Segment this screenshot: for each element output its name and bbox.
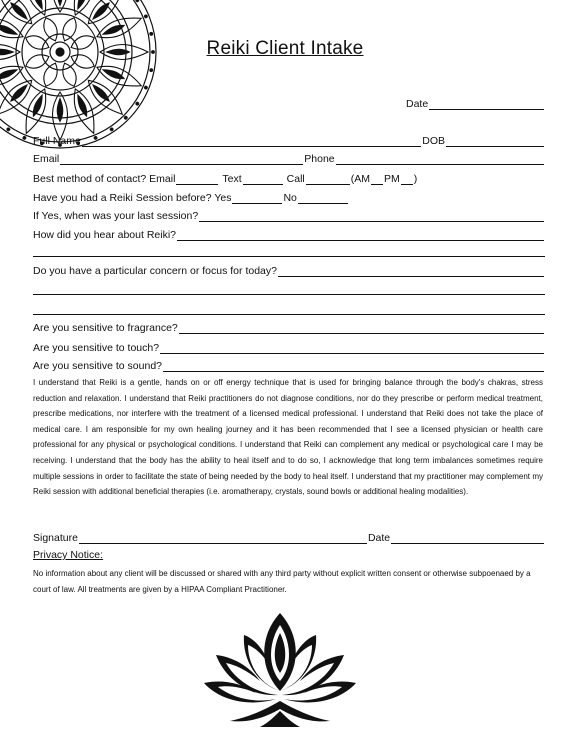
am-field[interactable] xyxy=(371,173,383,185)
contact-email-field[interactable] xyxy=(176,173,218,185)
fragrance-row xyxy=(33,320,545,334)
text-field[interactable] xyxy=(243,173,283,185)
dob-label: DOB xyxy=(422,135,445,147)
last-session-field[interactable] xyxy=(199,210,544,222)
text-label: Text xyxy=(222,173,242,185)
email-label: Email xyxy=(33,153,60,165)
sound-label: Are you sensitive to sound? xyxy=(33,360,162,372)
dob-field[interactable] xyxy=(446,135,544,147)
sound-field[interactable] xyxy=(163,360,544,372)
signature-date-field[interactable] xyxy=(391,532,544,544)
pm-label: PM xyxy=(384,173,400,185)
phone-label: Phone xyxy=(304,153,335,165)
concern-line-2[interactable] xyxy=(33,294,545,295)
concern-row xyxy=(33,263,545,277)
lotus-icon xyxy=(200,605,360,730)
last-session-label: If Yes, when was your last session? xyxy=(33,210,199,222)
phone-field[interactable] xyxy=(336,153,544,165)
yes-field[interactable] xyxy=(232,192,282,204)
contact-label: Best method of contact? Email xyxy=(33,173,176,185)
heard-row xyxy=(33,227,545,241)
fragrance-field[interactable] xyxy=(179,322,544,334)
heard-field[interactable] xyxy=(177,229,544,241)
touch-field[interactable] xyxy=(160,342,544,354)
full-name-label: Full Name xyxy=(33,135,81,147)
signature-label: Signature xyxy=(33,532,78,544)
no-field[interactable] xyxy=(298,192,348,204)
prior-session-row xyxy=(33,190,545,204)
touch-label: Are you sensitive to touch? xyxy=(33,342,160,354)
consent-statement: I understand that Reiki is a gentle, hands on or off energy technique that is used for bringing balance through the body's chakras, stress reduction and relaxation. I understand that Reiki practitioners do not diagnose conditions, nor do they prescribe or perform medical treatment, prescribe medications, nor interfere with the treatment of a licensed medical professional. I understand that Reiki does not take the place of medical care. I am responsible for my own healing journey and it has been recommended that I see a licensed physician or health care professional for any physical or psychological conditions. I understand that Reiki can complement any medical or psychological care I may be receiving. I understand that the body has the ability to heal itself and to do so, I acknowledge that long term imbalances sometimes require multiple sessions in order to facilitate the state of being needed by the body to heal itself. I understand that my practitioner may complement my Reiki session with additional beneficial therapies (i.e. aromatherapy, crystals, sound bowls or additional healing modalities). xyxy=(33,378,543,497)
contact-row xyxy=(33,171,545,185)
prior-session-label: Have you had a Reiki Session before? Yes xyxy=(33,192,232,204)
fragrance-label: Are you sensitive to fragrance? xyxy=(33,322,178,334)
page-title: Reiki Client Intake xyxy=(206,38,364,59)
last-session-row xyxy=(33,208,545,222)
heard-label: How did you hear about Reiki? xyxy=(33,229,177,241)
concern-field[interactable] xyxy=(278,265,544,277)
signature-row xyxy=(33,530,545,544)
call-label: Call xyxy=(286,173,305,185)
date-field[interactable] xyxy=(429,98,544,110)
am-label: (AM xyxy=(350,173,371,185)
name-row xyxy=(33,133,545,147)
signature-field[interactable] xyxy=(79,532,367,544)
heard-extra-line[interactable] xyxy=(33,256,545,257)
date-label: Date xyxy=(406,98,429,110)
signature-date-label: Date xyxy=(367,532,391,544)
privacy-heading: Privacy Notice: xyxy=(33,549,104,561)
email-field[interactable] xyxy=(60,153,303,165)
email-row xyxy=(33,151,545,165)
full-name-field[interactable] xyxy=(82,135,421,147)
concern-line-3[interactable] xyxy=(33,314,545,315)
date-row xyxy=(406,96,545,110)
no-label: No xyxy=(283,192,297,204)
touch-row xyxy=(33,340,545,354)
pm-field[interactable] xyxy=(401,173,413,185)
close-paren: ) xyxy=(413,173,418,185)
privacy-text: No information about any client will be discussed or shared with any third party without explicit written consent or otherwise subpoenaed by a court of law. All treatments are given by a HIPAA Compliant Practitioner. xyxy=(33,569,531,594)
concern-label: Do you have a particular concern or focus for today? xyxy=(33,265,277,277)
call-field[interactable] xyxy=(306,173,350,185)
sound-row xyxy=(33,358,545,372)
mandala-icon xyxy=(0,0,160,152)
